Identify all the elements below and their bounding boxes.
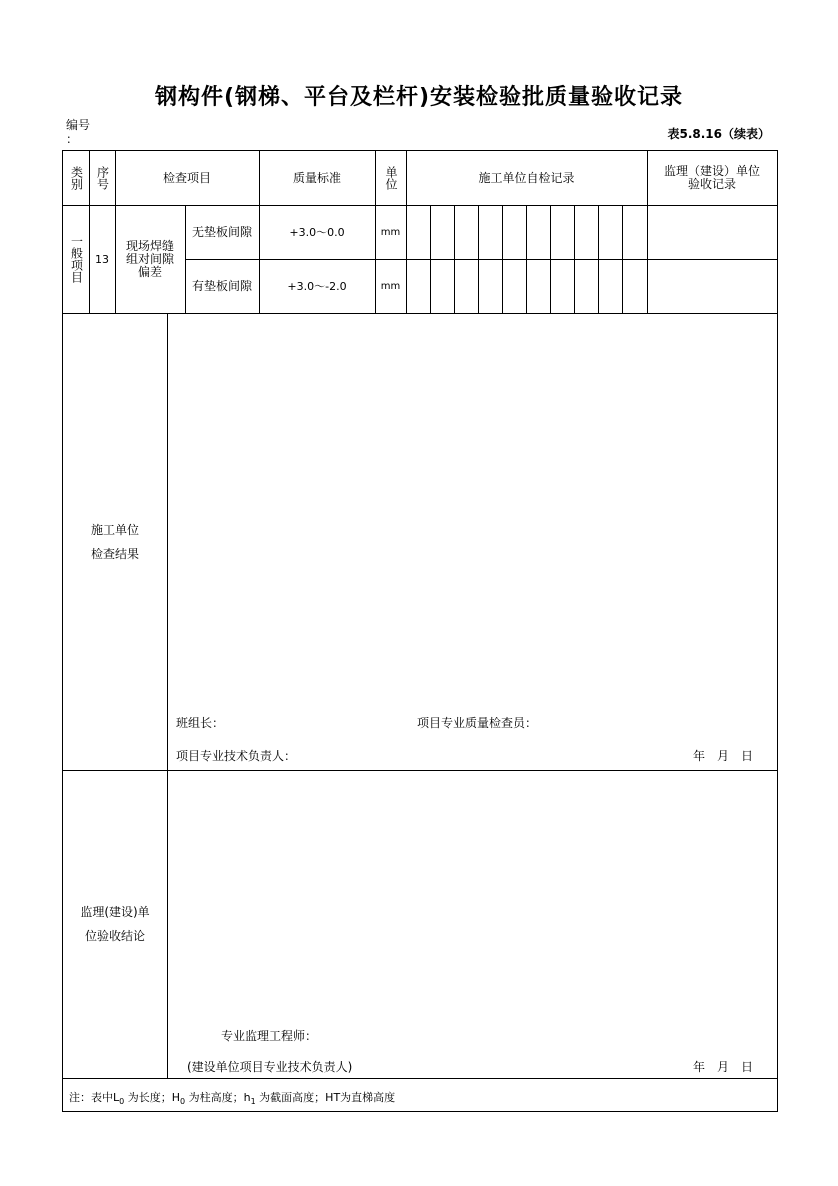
construction-date: 年 月 日 [693,749,754,763]
header-unit: 单位 [384,166,398,190]
category-cell: 一般项目 [69,235,84,283]
construction-result-label [63,313,167,770]
supervision-date: 年 月 日 [693,1060,754,1074]
sub-item-standard: +3.0～-2.0 [287,279,347,293]
owner-representative-label: (建设单位项目专业技术负责人) [187,1060,353,1074]
header-seq: 序号 [95,166,110,190]
sub-item-unit: mm [380,226,401,238]
note-part3: 为截面高度；HT为直梯高度 [255,1091,396,1104]
sub-item-unit: mm [380,280,401,292]
note-part2: 为柱高度；h [185,1091,251,1104]
header-item: 检查项目 [162,170,211,185]
supervision-label-line2: 位验收结论 [84,929,145,943]
header-standard: 质量标准 [292,170,341,185]
header-category: 类别 [69,166,84,190]
supervision-conclusion-label [63,770,167,1078]
tech-leader-label: 项目专业技术负责人： [176,749,297,763]
sub-item-name: 有垫板间隙 [191,278,252,293]
table-note [69,1089,395,1106]
header-supervisor-record: 监理（建设）单位验收记录 [663,164,760,191]
sub-item-standard: +3.0～0.0 [289,225,345,239]
note-prefix: 注：表中L [69,1091,120,1104]
construction-result-label-line1: 施工单位 [90,522,139,537]
inspection-record-table [62,150,778,1112]
sub-item-name: 无垫板间隙 [191,224,252,239]
note-h-subscript: 0 [180,1097,186,1107]
quality-inspector-label: 项目专业质量检查员： [417,716,538,730]
note-part1: 为长度；H [124,1091,181,1104]
item-cell: 现场焊缝组对间隙偏差 [125,238,174,279]
document-title: 钢构件(钢梯、平台及栏杆)安装检验批质量验收记录 [154,85,684,110]
note-hh-subscript: 1 [250,1097,256,1107]
serial-number-label [66,118,90,146]
seq-cell: 13 [95,252,109,266]
serial-colon: ： [66,132,79,146]
table-number: 表5.8.16（续表） [667,127,770,141]
note-l-subscript: 0 [119,1097,125,1107]
construction-result-label-line2: 检查结果 [90,546,139,561]
supervision-engineer-label: 专业监理工程师： [221,1029,318,1043]
team-leader-label: 班组长： [176,716,225,730]
header-self-check: 施工单位自检记录 [478,170,575,185]
serial-label-text: 编号 [66,118,91,132]
supervision-label-line1: 监理(建设)单 [80,905,150,919]
